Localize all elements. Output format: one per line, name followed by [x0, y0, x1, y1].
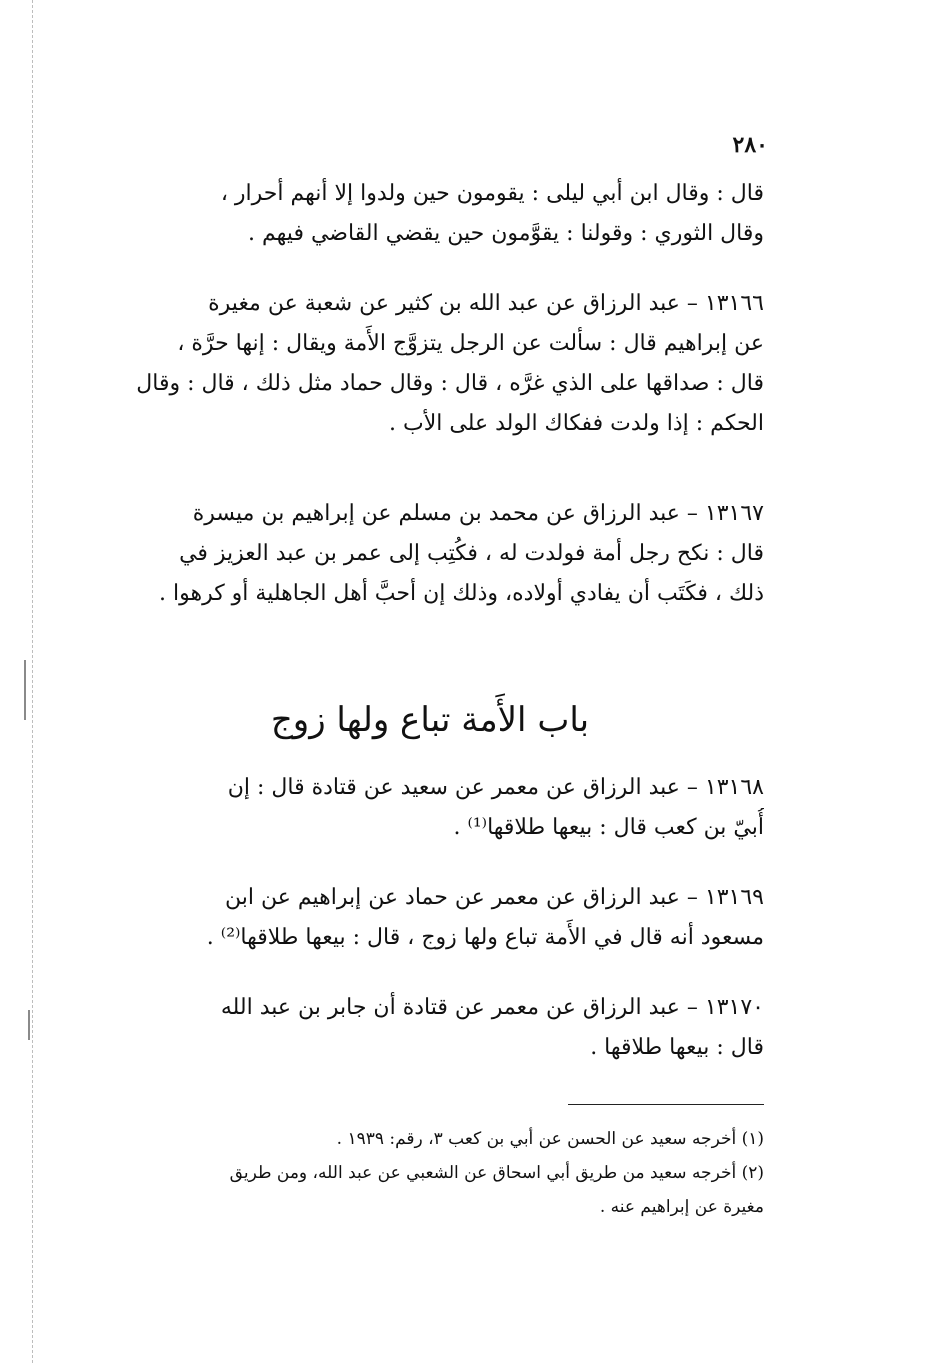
footnotes — [96, 1122, 764, 1224]
footnote-line: (١) أخرجه سعيد عن الحسن عن أبي بن كعب ٣، رقم: ١٩٣٩ . — [336, 1129, 764, 1149]
text-line: أُبيّ بن كعب قال : بيعها طلاقها⁽¹⁾ . — [453, 815, 764, 840]
hadith-entry-13167 — [96, 494, 764, 614]
text-line: عن إبراهيم قال : سألت عن الرجل يتزوَّج الأَمة ويقال : إنها حرَّة ، — [177, 331, 764, 356]
text-line: ذلك ، فكَتَب أن يفادي أولاده، وذلك إن أحبَّ أهل الجاهلية أو كرهوا . — [159, 581, 764, 606]
page-margin-rule — [32, 0, 33, 1363]
binding-mark — [24, 660, 26, 720]
text-line: ١٣١٧٠ – عبد الرزاق عن معمر عن قتادة أن جابر بن عبد الله — [220, 995, 764, 1020]
text-line: ١٣١٦٩ – عبد الرزاق عن معمر عن حماد عن إبراهيم عن ابن — [224, 885, 764, 910]
text-line: مسعود أنه قال في الأَمة تباع ولها زوج ، قال : بيعها طلاقها⁽²⁾ . — [206, 925, 764, 950]
hadith-entry-13168 — [96, 768, 764, 848]
text-line: ١٣١٦٨ – عبد الرزاق عن معمر عن سعيد عن قتادة قال : إن — [227, 775, 764, 800]
text-line: ١٣١٦٧ – عبد الرزاق عن محمد بن مسلم عن إبراهيم بن ميسرة — [192, 501, 764, 526]
text-line: قال : صداقها على الذي غرَّه ، قال : وقال حماد مثل ذلك ، قال : وقال — [136, 371, 764, 396]
text-line: ١٣١٦٦ – عبد الرزاق عن عبد الله بن كثير عن شعبة عن مغيرة — [208, 291, 764, 316]
footnote-line: (٢) أخرجه سعيد من طريق أبي اسحاق عن الشعبي عن عبد الله، ومن طريق — [229, 1163, 764, 1183]
page-number: ٢٨٠ — [732, 132, 768, 158]
intro-paragraph — [96, 174, 764, 254]
text-line: قال : نكح رجل أمة فولدت له ، فكُتِب إلى عمر بن عبد العزيز في — [179, 541, 764, 566]
hadith-entry-13166 — [96, 284, 764, 444]
binding-mark — [28, 1010, 30, 1040]
text-line: قال : بيعها طلاقها . — [590, 1035, 764, 1060]
footnote-line: مغيرة عن إبراهيم عنه . — [599, 1197, 764, 1217]
text-line: وقال الثوري : وقولنا : يقوَّمون حين يقضي القاضي فيهم . — [248, 221, 764, 246]
chapter-heading: باب الأَمة تباع ولها زوج — [270, 700, 590, 740]
text-line: الحكم : إذا ولدت ففكاك الولد على الأب . — [389, 411, 764, 436]
hadith-entry-13170 — [96, 988, 764, 1068]
footnote-separator — [568, 1104, 764, 1105]
text-line: قال : وقال ابن أبي ليلى : يقومون حين ولدوا إلا أنهم أحرار ، — [220, 181, 764, 206]
hadith-entry-13169 — [96, 878, 764, 958]
